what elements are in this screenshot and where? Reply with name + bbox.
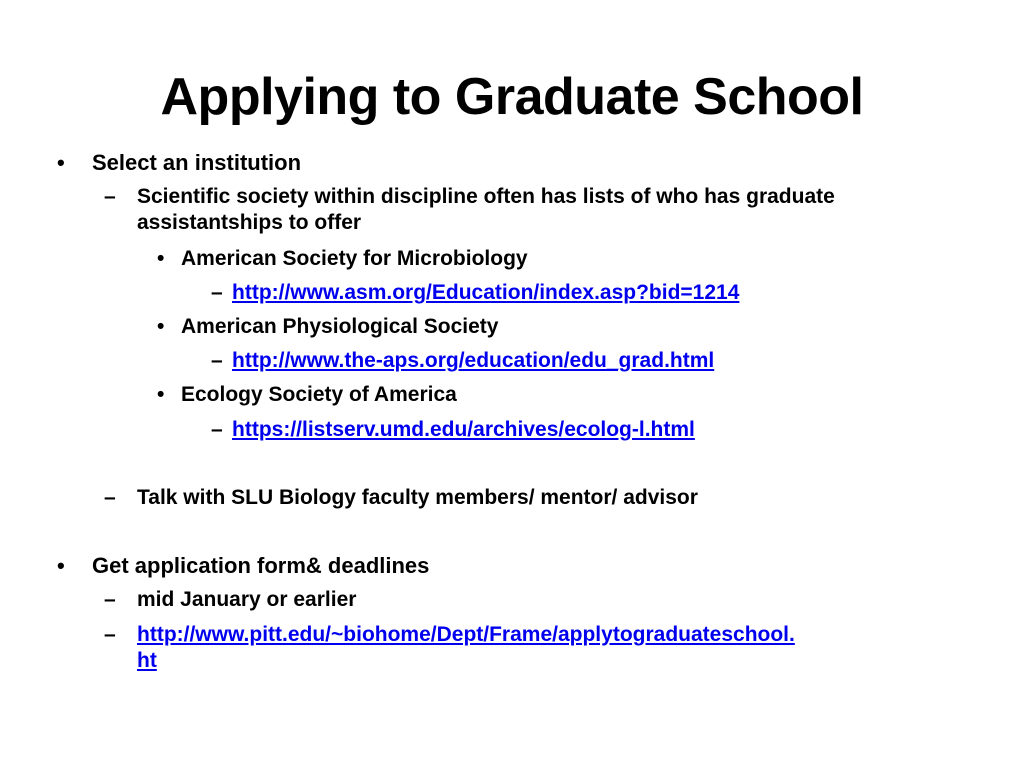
bullet-marker: • — [157, 247, 165, 270]
link-asm[interactable]: http://www.asm.org/Education/index.asp?bid=1214 — [232, 281, 740, 304]
sub-bullet-scientific-society: Scientific society within discipline often has lists of who has graduate — [137, 185, 835, 208]
dash-marker: – — [104, 185, 116, 208]
dash-marker: – — [211, 349, 223, 372]
sub-bullet-mid-january: mid January or earlier — [137, 588, 357, 611]
dash-marker: – — [104, 623, 116, 646]
dash-marker: – — [104, 486, 116, 509]
dash-marker: – — [211, 418, 223, 441]
item-esa: Ecology Society of America — [181, 383, 457, 406]
bullet-get-application: Get application form& deadlines — [92, 553, 430, 578]
slide-title: Applying to Graduate School — [160, 68, 864, 126]
item-aps: American Physiological Society — [181, 315, 499, 338]
link-aps[interactable]: http://www.the-aps.org/education/edu_grad.html — [232, 349, 715, 372]
bullet-marker: • — [57, 150, 65, 175]
item-asm: American Society for Microbiology — [181, 247, 528, 270]
sub-bullet-scientific-society-cont: assistantships to offer — [137, 211, 362, 234]
link-ecolog[interactable]: https://listserv.umd.edu/archives/ecolog-l.html — [232, 418, 695, 441]
bullet-select-institution: Select an institution — [92, 150, 302, 175]
dash-marker: – — [104, 588, 116, 611]
sub-bullet-talk-faculty: Talk with SLU Biology faculty members/ mentor/ advisor — [137, 486, 698, 509]
link-pitt-cont[interactable]: ht — [137, 649, 157, 672]
dash-marker: – — [211, 281, 223, 304]
bullet-marker: • — [157, 383, 165, 406]
bullet-marker: • — [157, 315, 165, 338]
bullet-marker: • — [57, 553, 65, 578]
link-pitt[interactable]: http://www.pitt.edu/~biohome/Dept/Frame/applytograduateschool. — [137, 623, 795, 646]
